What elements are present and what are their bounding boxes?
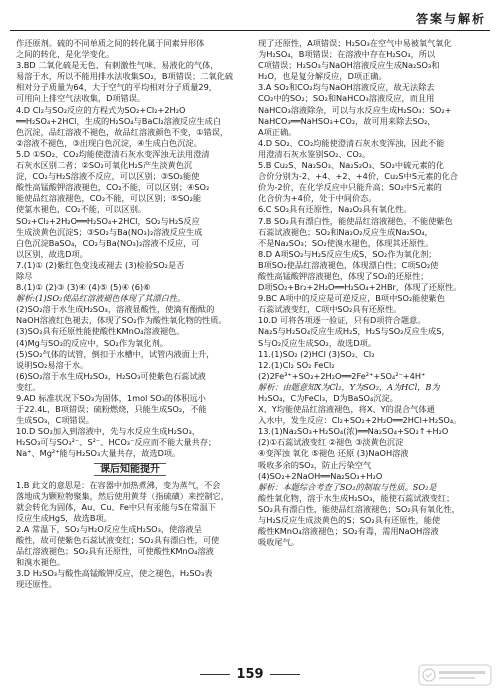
text-line: NaHCO₃══NaHSO₃+CO₂，故可用来除去SO₂， [258, 115, 436, 126]
text-line: 酸性，故可使紫色石蕊试液变红；SO₂具有漂白性，可使 [16, 535, 220, 546]
text-line: Na₂S与H₂SO₄反应生成H₂S，H₂S与SO₂反应生成S， [258, 326, 450, 337]
text-line: 解析：本题综合考查了SO₂的制取与性质。SO₂是 [258, 481, 437, 492]
text-line: 合价分别为-2、+4、+2、+4价，Cu₂S中S元素的化合 [258, 171, 458, 182]
text-line: 13.(1)Na₂SO₃+H₂SO₄(浓)══Na₂SO₄+SO₂↑+H₂O [258, 426, 449, 437]
text-line: (4)Mg与SO₂的反应中，SO₂作为氧化剂。 [16, 337, 168, 348]
text-line: 12.(1)Cl₂ SO₂ FeCl₂ [258, 359, 335, 370]
text-line: 现还原性。 [16, 579, 57, 590]
text-line: 酸性氧化物，溶于水生成H₂SO₃，能使石蕊试液变红； [258, 492, 455, 503]
text-line: 色沉淀，品红溶液不褪色，故品红溶液颜色不变，①错误， [16, 126, 229, 137]
text-line: 8.(1)① (2)③ (3)④ (4)⑤ (5)④ (6)⑥ [16, 282, 151, 293]
text-line: NaHCO₃溶液除杂，可以与水反应生成H₂SO₃：SO₂+ [258, 104, 452, 115]
text-line: (2)①石蕊试液变红 ②褪色 ③淡黄色沉淀 [258, 437, 404, 448]
text-line: 除尽 [16, 270, 33, 281]
text-line: 酸性高锰酸钾溶液褪色，体现了SO₂的还原性； [258, 270, 429, 281]
page-header [10, 8, 490, 31]
text-line: 反应生成HgS，故选B项。 [16, 512, 112, 523]
text-line: 酸性KMnO₄溶液褪色；SO₂有毒，需用NaOH溶液 [258, 526, 439, 537]
text-line: 淀，CO₂与H₂S溶液不反应，可以区别；③SO₂能使 [16, 171, 200, 182]
text-line: D项SO₂+Br₂+2H₂O══H₂SO₄+2HBr，体现了还原性。 [258, 282, 462, 293]
text-line: 生成淡黄色沉淀S；③SO₂与Ba(NO₃)₂溶液反应生成 [16, 226, 203, 237]
text-line: 能使品红溶液褪色，CO₂不能，可以区别；⑤SO₂能 [16, 193, 202, 204]
section-heading: 课后知能提升 [16, 462, 244, 478]
text-line: 用澄清石灰水鉴别SO₂、CO₂。 [258, 148, 371, 159]
text-line: ②溶液不褪色，③出现白色沉淀，④生成白色沉淀。 [16, 137, 202, 148]
text-line: 说明SO₂易溶于水。 [16, 359, 89, 370]
text-line: 3.A SO₂和CO₂均与NaOH溶液反应，故无法除去 [258, 82, 435, 93]
watermark-logo [418, 664, 492, 686]
text-line: H₂SO₄，C为FeCl₃，D为BaSO₄沉淀。 [258, 393, 398, 403]
text-line: 1.B 此文的意思是：在容器中加热煮沸，变为蒸气，不会 [16, 479, 221, 490]
text-line: 变红。 [16, 381, 41, 392]
text-line: 于22.4L，B项错误；硫粉燃烧，只能生成SO₂，不能 [16, 404, 207, 415]
body-columns [16, 38, 486, 660]
text-line: 4.D Cl₂与SO₂反应的方程式为SO₂+Cl₂+2H₂O [16, 104, 186, 115]
text-line: 解析：由题意知X为Cl₂，Y为SO₂，A为HCl，B为 [258, 381, 440, 392]
text-line: (6)SO₂溶于水生成H₂SO₃，H₂SO₃可使紫色石蕊试液 [16, 370, 206, 381]
text-line: 石灰水区别二者；②SO₂可氧化H₂S产生淡黄色沉 [16, 160, 193, 171]
text-line: (5)SO₂气体的试管，倒扣于水槽中，试管内液面上升， [16, 348, 215, 359]
text-line: 石蕊试液褪色；SO₂和Na₂O₂反应生成Na₂SO₄， [258, 226, 433, 237]
text-line: SO₂具有漂白性，能使品红溶液褪色；SO₂具有氧化性， [258, 503, 460, 514]
text-line: 入水中，发生反应：Cl₂+SO₂+2H₂O══2HCl+H₂SO₄。 [258, 415, 462, 426]
text-line: ══H₂SO₄+2HCl，生成的H₂SO₄与BaCl₂溶液反应生成白 [16, 115, 221, 126]
text-line: 可用向上排空气法收集，D项错误。 [16, 93, 146, 104]
text-line: (2)2Fe³⁺+SO₂+2H₂O══2Fe²⁺+SO₄²⁻+4H⁺ [258, 370, 426, 381]
text-line: B项SO₂使品红溶液褪色，体现漂白性；C项SO₂使 [258, 259, 439, 270]
text-line: 与H₂S反应生成淡黄色的S；SO₂具有还原性，能使 [258, 515, 441, 526]
text-line: 品红溶液褪色；SO₂具有还原性，可使酸性KMnO₄溶液 [16, 546, 214, 557]
header-title: 答案与解析 [415, 12, 486, 26]
text-line: ④变浑浊 氧化 ⑤褪色 还原 (3)NaOH溶液 [258, 448, 409, 459]
text-line: 易溶于水，所以不能用排水法收集SO₂，B项错误；二氧化硫 [16, 71, 234, 82]
text-line: 5.B Cu₂S、Na₂SO₃、Na₂S₂O₃、SO₂中硫元素的化 [258, 160, 445, 171]
text-line: 之间的转化，是化学变化。 [16, 49, 115, 60]
text-line: 8.D A项SO₂与H₂S反应生成S，SO₂作为氧化剂； [258, 248, 437, 259]
footer-rule-left [200, 674, 230, 675]
text-line: 现了还原性，A项错误；H₂SO₃在空气中易被氧气氧化 [258, 38, 452, 48]
text-line: 白色沉淀BaSO₄，CO₂与Ba(NO₃)₂溶液不反应，可 [16, 237, 200, 248]
text-line: 化合价为+4价，处于中间价态。 [258, 193, 377, 204]
text-line: H₂SO₃可与SO₃²⁻、S²⁻、HCO₃⁻反应而不能大量共存； [16, 437, 217, 448]
text-line: 7.B SO₂具有漂白性，能使品红溶液褪色，不能使紫色 [258, 215, 453, 226]
text-line: 酸性高锰酸钾溶液褪色，CO₂不能，可以区别；④SO₂ [16, 182, 210, 193]
text-line: (2)SO₂溶于水生成H₂SO₃，溶液显酸性，使滴有酚酞的 [16, 304, 215, 315]
text-line: A项正确。 [258, 126, 297, 137]
text-line: 7.(1)① (2)紫红色变浅或褪去 (3)检验SO₂是否 [16, 259, 185, 270]
text-line: 9.AD 标准状况下SO₃为固体，1mol SO₃的体积远小 [16, 393, 206, 403]
text-line: 为H₂SO₄，B项错误；在溶液中存在H₂SO₃，所以 [258, 49, 436, 60]
text-line: 5.D ①SO₂、CO₂均能使澄清石灰水变浑浊无法用澄清 [16, 148, 210, 159]
text-line: 3.BD 二氧化硫是无色、有刺激性气味、易液化的气体， [16, 60, 219, 71]
text-line: 6.C SO₂具有还原性，Na₂O₂具有氧化性。 [258, 204, 412, 215]
text-line: 11.(1)SO₂ (2)HCl (3)SO₂、Cl₂ [258, 348, 375, 359]
text-line: Na⁺、Mg²⁺能与H₂SO₃大量共存，故选D项。 [16, 448, 181, 459]
text-line: 10.D SO₂加入到溶液中，先与水反应生成H₂SO₃， [16, 426, 201, 437]
footer-rule-right [270, 674, 300, 675]
text-line: 不是Na₂SO₃；SO₂使溴水褪色，体现其还原性。 [258, 237, 434, 248]
text-line: 相对分子质量为64，大于空气的平均相对分子质量29， [16, 82, 217, 93]
text-line: S与O₂反应生成SO₂，故选D项。 [258, 337, 377, 348]
right-column [258, 38, 486, 660]
text-line: (3)SO₂具有还原性能使酸性KMnO₄溶液褪色。 [16, 326, 185, 337]
text-line: 10.D 可将各项逐一验证，只有D项符合题意。 [258, 315, 426, 326]
text-line: 使氯水褪色，CO₂不能，可以区别。 [16, 204, 147, 215]
text-line: (4)SO₂+2NaOH══Na₂SO₃+H₂O [258, 470, 383, 481]
text-line: 解析:(1)SO₂使品红溶液褪色体现了其漂白性。 [16, 293, 186, 304]
text-line: 和溴水褪色。 [16, 557, 66, 568]
text-line: 作还原剂。硫的不同单质之间的转化属于同素异形体 [16, 38, 205, 48]
text-line: X、Y均能使品红溶液褪色，将X、Y的混合气体通 [258, 404, 435, 415]
page-number: 159 [236, 666, 264, 682]
text-line: 价为-2价，在化学反应中只能升高；SO₂中S元素的 [258, 182, 442, 193]
text-line: 9.BC A项中的反应是可逆反应，B项中SO₂能使紫色 [258, 293, 445, 304]
text-line: 石蕊试液变红，C项中SO₂具有还原性。 [258, 304, 402, 315]
text-line: 吸收尾气。 [258, 537, 299, 548]
text-line: 生成SO₃，C项错误。 [16, 415, 94, 426]
text-line: NaOH溶液红色褪去，体现了SO₂作为酸性氧化物的性质。 [16, 315, 227, 326]
text-line: 4.D SO₂、CO₂均能使澄清石灰水变浑浊，因此不能 [258, 137, 445, 148]
text-line: 落地成为颗粒物聚集，然后使用黄芽（指硫磺）来控制它， [16, 490, 229, 501]
text-line: SO₂+Cl₂+2H₂O══H₂SO₄+2HCl，SO₂与H₂S反应 [16, 215, 200, 226]
text-line: C项错误；H₂SO₃与NaOH溶液反应生成Na₂SO₃和 [258, 60, 440, 71]
text-line: 就会转化为固体，Au、Cu、Fe中只有汞能与S在常温下 [16, 501, 216, 512]
text-line: H₂O，也是复分解反应，D项正确。 [258, 71, 387, 82]
left-column [16, 38, 244, 660]
text-line: 3.D H₂SO₃与酸性高锰酸钾反应，使之褪色，H₂SO₃表 [16, 568, 213, 579]
text-line: 吸收多余的SO₂，防止污染空气 [258, 459, 372, 470]
text-line: 以区别，故选D项。 [16, 248, 88, 259]
text-line: CO₂中的SO₂；SO₂和NaHCO₃溶液反应，而且用 [258, 93, 435, 104]
text-line: 2.A 常温下，SO₂与H₂O反应生成H₂SO₃，使溶液呈 [16, 523, 202, 534]
